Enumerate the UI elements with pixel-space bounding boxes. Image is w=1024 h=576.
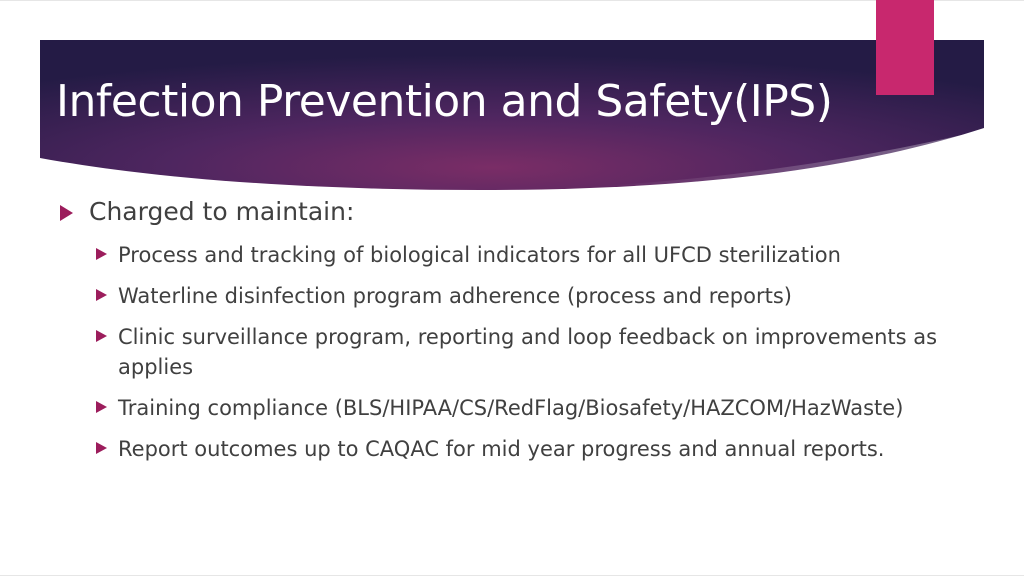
bullet-arrow-icon	[96, 442, 107, 454]
sub-bullet	[96, 281, 976, 311]
bullet-arrow-icon	[60, 205, 73, 221]
sub-bullet	[96, 393, 976, 423]
main-bullet	[56, 196, 976, 228]
bullet-arrow-icon	[96, 330, 107, 342]
accent-tab	[876, 0, 934, 95]
sub-bullet	[96, 434, 976, 464]
page-title: Infection Prevention and Safety(IPS)	[56, 76, 833, 127]
bullet-arrow-icon	[96, 401, 107, 413]
title-banner	[40, 40, 984, 190]
sub-bullet	[96, 240, 976, 270]
sub-bullet-text: Process and tracking of biological indicators for all UFCD sterilization	[118, 243, 841, 267]
bullet-arrow-icon	[96, 248, 107, 260]
sub-bullet-text: Report outcomes up to CAQAC for mid year progress and annual reports.	[118, 437, 885, 461]
main-bullet-text: Charged to maintain:	[89, 197, 355, 226]
bullet-arrow-icon	[96, 289, 107, 301]
bullet-list	[56, 196, 976, 475]
sub-bullet-text: Clinic surveillance program, reporting and loop feedback on improvements as applies	[118, 325, 938, 379]
sub-bullet-text: Training compliance (BLS/HIPAA/CS/RedFlag/Biosafety/HAZCOM/HazWaste)	[118, 396, 904, 420]
sub-bullet-text: Waterline disinfection program adherence (process and reports)	[118, 284, 792, 308]
top-divider	[0, 0, 1024, 1]
sub-bullet	[96, 322, 976, 382]
